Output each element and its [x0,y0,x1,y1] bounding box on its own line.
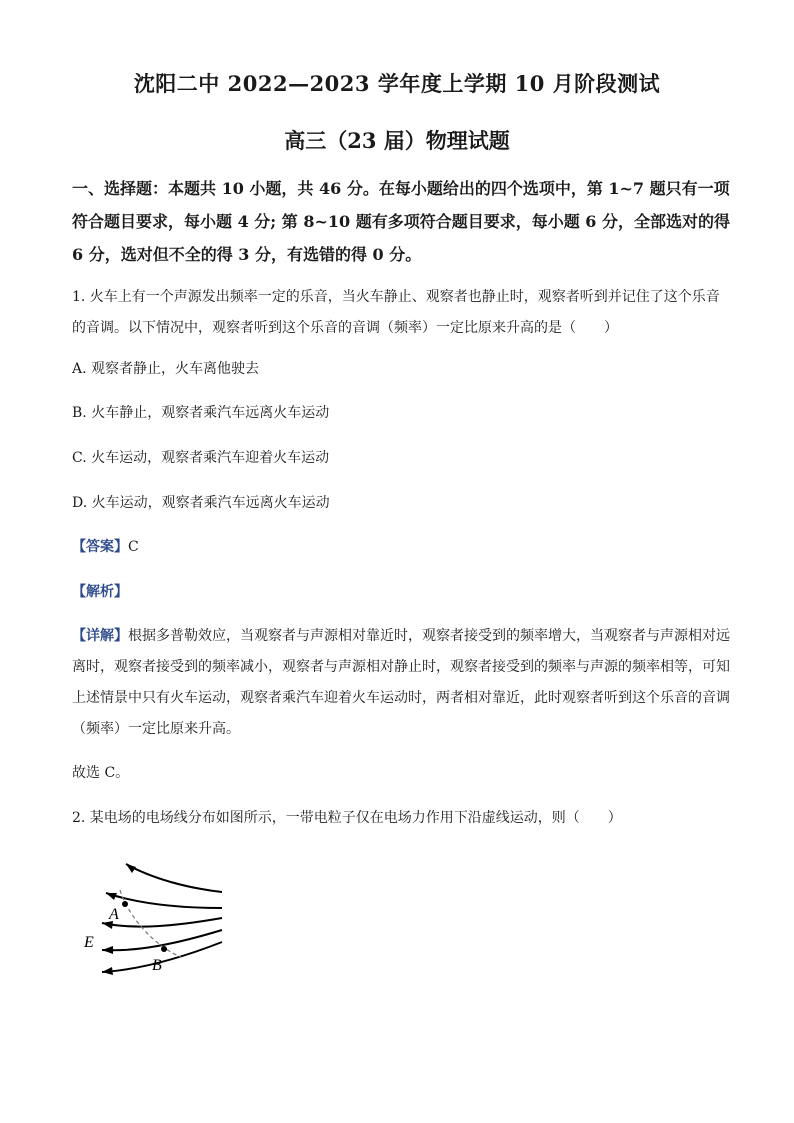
analysis-tag: 【解析】 [72,584,128,600]
answer-tag: 【答案】 [72,539,128,555]
exam-subtitle: 高三（23 届）物理试题 [284,128,510,153]
point-a [122,901,128,907]
detail-paragraph [72,621,732,745]
exam-title: 沈阳二中 2022—2023 学年度上学期 10 月阶段测试 [133,71,661,96]
detail-tag: 【详解】 [72,628,128,644]
answer-value: C [128,539,139,555]
analysis-line [72,582,732,602]
field-line [126,864,222,892]
question-2-stem: 2. 某电场的电场线分布如图所示，一带电粒子仅在电场力作用下沿虚线运动，则（ ） [72,810,622,826]
question-1-option-a: A. 观察者静止，火车离他驶去 [72,361,260,377]
arrowhead [126,864,136,873]
label-e: E [84,934,94,951]
arrowhead [106,893,117,900]
detail-text: 根据多普勒效应，当观察者与声源相对靠近时，观察者接受到的频率增大，当观察者与声源相对远离时，观察者接受到的频率减小，观察者与声源相对静止时，观察者接受到的频率与声源的频率相等，可知上述情景中只有火车运动，观察者乘汽车迎着火车运动时，两者相对靠近，此时观察者听到这个乐音的音调（频率）一定比原来升高。 [72,628,730,737]
question-1-option-c: C. 火车运动，观察者乘汽车迎着火车运动 [72,450,330,466]
arrowhead [102,946,113,954]
label-b: B [152,957,162,974]
question-1-stem: 1. 火车上有一个声源发出频率一定的乐音，当火车静止、观察者也静止时，观察者听到并记住了这个乐音的音调。以下情况中，观察者听到这个乐音的音调（频率）一定比原来升高的是（ ） [72,289,720,336]
label-a: A [109,906,119,923]
question-1-option-d: D. 火车运动，观察者乘汽车远离火车运动 [72,495,330,511]
section-heading: 一、选择题：本题共 10 小题，共 46 分。在每小题给出的四个选项中，第 1~7 题只有一项符合题目要求，每小题 4 分; 第 8~10 题有多项符合题目要求，每小题 6 分，全部选对的得 6 分，选对但不全的得 3 分，有选错的得 0 分。 [72,179,730,264]
point-b [161,946,167,952]
answer-line [72,537,732,557]
electric-field-figure [76,858,236,983]
conclusion-text: 故选 C。 [72,765,130,781]
question-1-option-b: B. 火车静止，观察者乘汽车远离火车运动 [72,405,330,421]
field-line [102,918,222,927]
